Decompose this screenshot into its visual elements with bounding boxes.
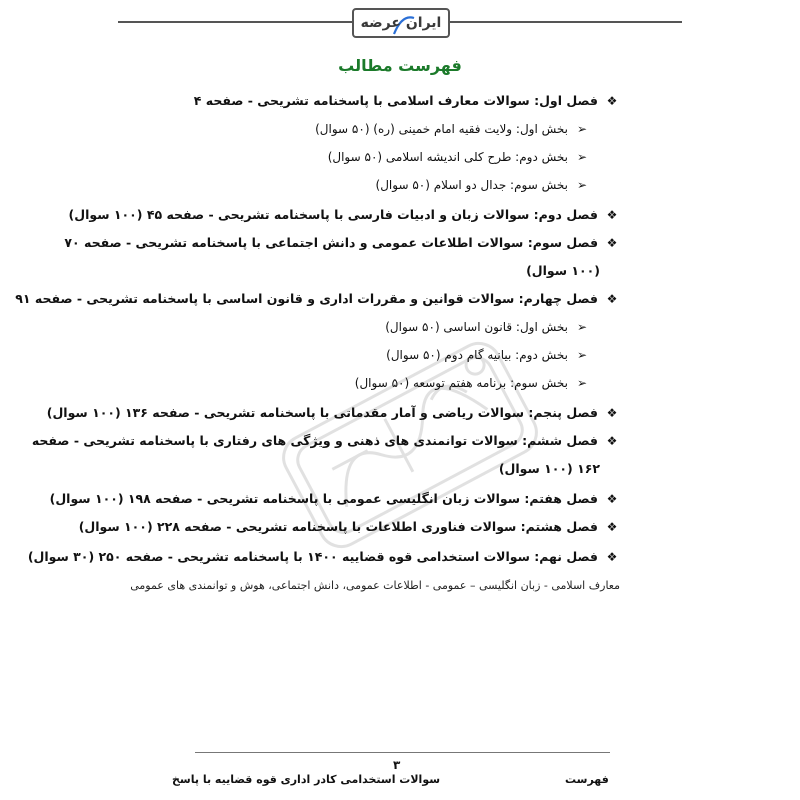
arrowhead-bullet-icon: ➢ xyxy=(576,320,588,334)
toc-chapter-item xyxy=(69,206,620,224)
toc-item-text: فصل نهم: سوالات استخدامی قوه قضاییه ۱۴۰۰ با پاسخنامه تشریحی - صفحه ۲۵۰ (۳۰ سوال) xyxy=(27,549,598,564)
toc-item-text: ۱۶۲ (۱۰۰ سوال) xyxy=(498,461,600,476)
toc-section-item xyxy=(315,120,590,138)
toc-chapter-item xyxy=(499,460,600,478)
arrowhead-bullet-icon: ➢ xyxy=(576,150,588,164)
toc-item-text: (۱۰۰ سوال) xyxy=(526,263,600,278)
header-rule-left xyxy=(118,21,352,23)
toc-item-text: فصل اول: سوالات معارف اسلامی با پاسخنامه تشریحی - صفحه ۴ xyxy=(193,93,598,108)
arrowhead-bullet-icon: ➢ xyxy=(576,376,588,390)
toc-section-item xyxy=(385,318,590,336)
toc-item-text: بخش دوم: طرح کلی اندیشه اسلامی (۵۰ سوال) xyxy=(327,150,568,164)
toc-chapter-item xyxy=(50,490,620,508)
toc-item-text: فصل ششم: سوالات توانمندی های ذهنی و ویژگی های رفتاری با پاسخنامه تشریحی - صفحه xyxy=(31,433,598,448)
toc-chapter-item xyxy=(79,518,620,536)
toc-item-text: فصل سوم: سوالات اطلاعات عمومی و دانش اجتماعی با پاسخنامه تشریحی - صفحه ۷۰ xyxy=(64,235,598,250)
toc-item-text: بخش اول: قانون اساسی (۵۰ سوال) xyxy=(385,320,568,334)
diamond-bullet-icon: ❖ xyxy=(606,292,618,306)
toc-item-text: فصل چهارم: سوالات قوانین و مقررات اداری و قانون اساسی با پاسخنامه تشریحی - صفحه ۹۱ xyxy=(15,291,598,306)
toc-item-text: فصل هشتم: سوالات فناوری اطلاعات با پاسخنامه تشریحی - صفحه ۲۲۸ (۱۰۰ سوال) xyxy=(78,519,598,534)
toc-item-text: فصل هفتم: سوالات زبان انگلیسی عمومی با پاسخنامه تشریحی - صفحه ۱۹۸ (۱۰۰ سوال) xyxy=(49,491,598,506)
diamond-bullet-icon: ❖ xyxy=(606,520,618,534)
footer-section-label: فهرست xyxy=(565,773,609,786)
toc-section-item xyxy=(328,148,590,166)
header-rule-right xyxy=(450,21,682,23)
arrowhead-bullet-icon: ➢ xyxy=(576,122,588,136)
diamond-bullet-icon: ❖ xyxy=(606,208,618,222)
diamond-bullet-icon: ❖ xyxy=(606,434,618,448)
toc-item-text: فصل پنجم: سوالات ریاضی و آمار مقدماتی با پاسخنامه تشریحی - صفحه ۱۳۶ (۱۰۰ سوال) xyxy=(46,405,598,420)
subjects-note: معارف اسلامی - زبان انگلیسی – عمومی - اطلاعات عمومی، دانش اجتماعی، هوش و توانمندی های عمومی xyxy=(130,579,620,592)
footer-rule xyxy=(195,752,610,753)
logo-text: ایران عرضه xyxy=(360,15,442,31)
toc-chapter-item xyxy=(47,404,620,422)
toc-chapter-item xyxy=(15,290,620,308)
toc-item-text: بخش اول: ولایت فقیه امام خمینی (ره) (۵۰ سوال) xyxy=(315,122,568,136)
toc-section-item xyxy=(386,346,590,364)
toc-chapter-item xyxy=(32,432,620,450)
toc-section-item xyxy=(355,374,590,392)
diamond-bullet-icon: ❖ xyxy=(606,492,618,506)
diamond-bullet-icon: ❖ xyxy=(606,94,618,108)
toc-item-text: بخش دوم: بیانیه گام دوم (۵۰ سوال) xyxy=(386,348,568,362)
toc-section-item xyxy=(376,176,590,194)
toc-chapter-item xyxy=(526,262,600,280)
diamond-bullet-icon: ❖ xyxy=(606,406,618,420)
diamond-bullet-icon: ❖ xyxy=(606,236,618,250)
arrowhead-bullet-icon: ➢ xyxy=(576,348,588,362)
brand-logo xyxy=(352,8,450,38)
toc-chapter-item xyxy=(194,92,620,110)
toc-item-text: فصل دوم: سوالات زبان و ادبیات فارسی با پاسخنامه تشریحی - صفحه ۴۵ (۱۰۰ سوال) xyxy=(68,207,598,222)
arrowhead-bullet-icon: ➢ xyxy=(576,178,588,192)
toc-item-text: بخش سوم: برنامه هفتم توسعه (۵۰ سوال) xyxy=(354,376,568,390)
toc-item-text: بخش سوم: جدال دو اسلام (۵۰ سوال) xyxy=(375,178,568,192)
diamond-bullet-icon: ❖ xyxy=(606,550,618,564)
toc-chapter-item xyxy=(28,548,620,566)
toc-chapter-item xyxy=(64,234,620,252)
footer-book-title: سوالات استخدامی کادر اداری قوه قضاییه با پاسخ xyxy=(172,773,441,786)
page-number: ۳ xyxy=(393,758,401,772)
page-title: فهرست مطالب xyxy=(338,56,462,75)
